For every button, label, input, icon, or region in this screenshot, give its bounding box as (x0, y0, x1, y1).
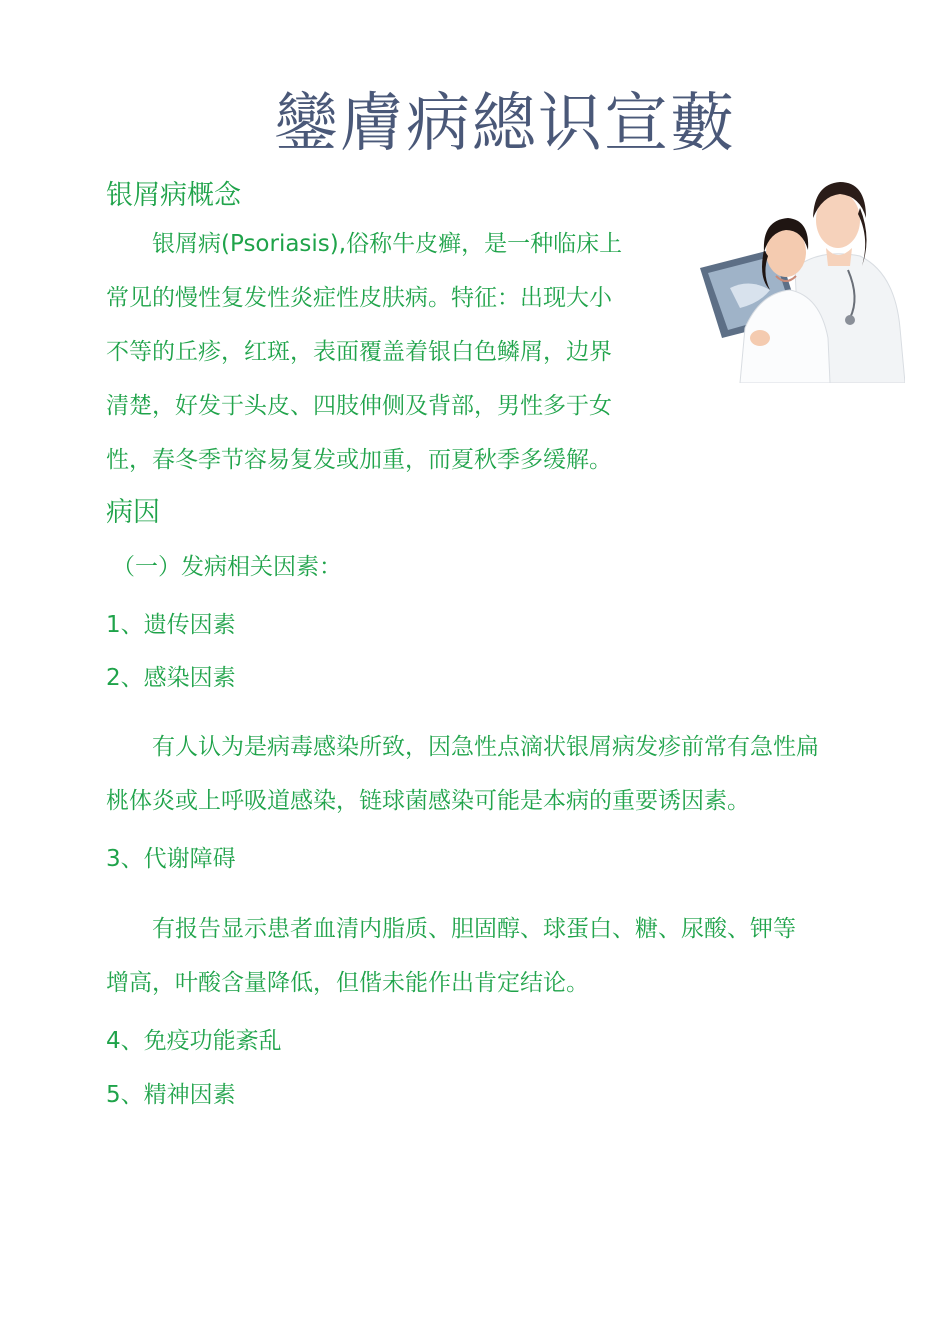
concept-line: 性，春冬季节容易复发或加重，而夏秋季多缓解。 (106, 447, 612, 473)
cause-heading: 病因 (106, 497, 160, 528)
cause-item-genetic: 1、遗传因素 (106, 612, 236, 638)
infection-line: 有人认为是病毒感染所致，因急性点滴状银屑病发疹前常有急性扁 (106, 734, 819, 760)
concept-heading: 银屑病概念 (106, 180, 241, 211)
concept-line: 银屑病(Psoriasis),俗称牛皮癣，是一种临床上 (106, 231, 623, 257)
infection-paragraph (106, 720, 819, 828)
document-title: 鑾膚病總识宣藪 (274, 87, 736, 161)
concept-line: 清楚，好发于头皮、四肢伸侧及背部，男性多于女 (106, 393, 612, 419)
infection-line: 桃体炎或上呼吸道感染，链球菌感染可能是本病的重要诱因素。 (106, 788, 750, 814)
cause-subheading: （一）发病相关因素： (112, 554, 342, 580)
metabolic-paragraph (106, 902, 796, 1010)
concept-paragraph (106, 217, 622, 487)
cause-item-metabolic: 3、代谢障碍 (106, 846, 236, 872)
metabolic-line: 有报告显示患者血清内脂质、胆固醇、球蛋白、糖、尿酸、钾等 (106, 916, 796, 942)
concept-line: 不等的丘疹，红斑，表面覆盖着银白色鳞屑，边界 (106, 339, 612, 365)
doctors-xray-photo (700, 178, 905, 383)
metabolic-line: 增高，叶酸含量降低，但偕未能作出肯定结论。 (106, 970, 589, 996)
cause-item-infection: 2、感染因素 (106, 665, 236, 691)
concept-line: 常见的慢性复发性炎症性皮肤病。特征：出现大小 (106, 285, 612, 311)
cause-item-mental: 5、精神因素 (106, 1082, 236, 1108)
cause-item-immune: 4、免疫功能紊乱 (106, 1028, 282, 1054)
